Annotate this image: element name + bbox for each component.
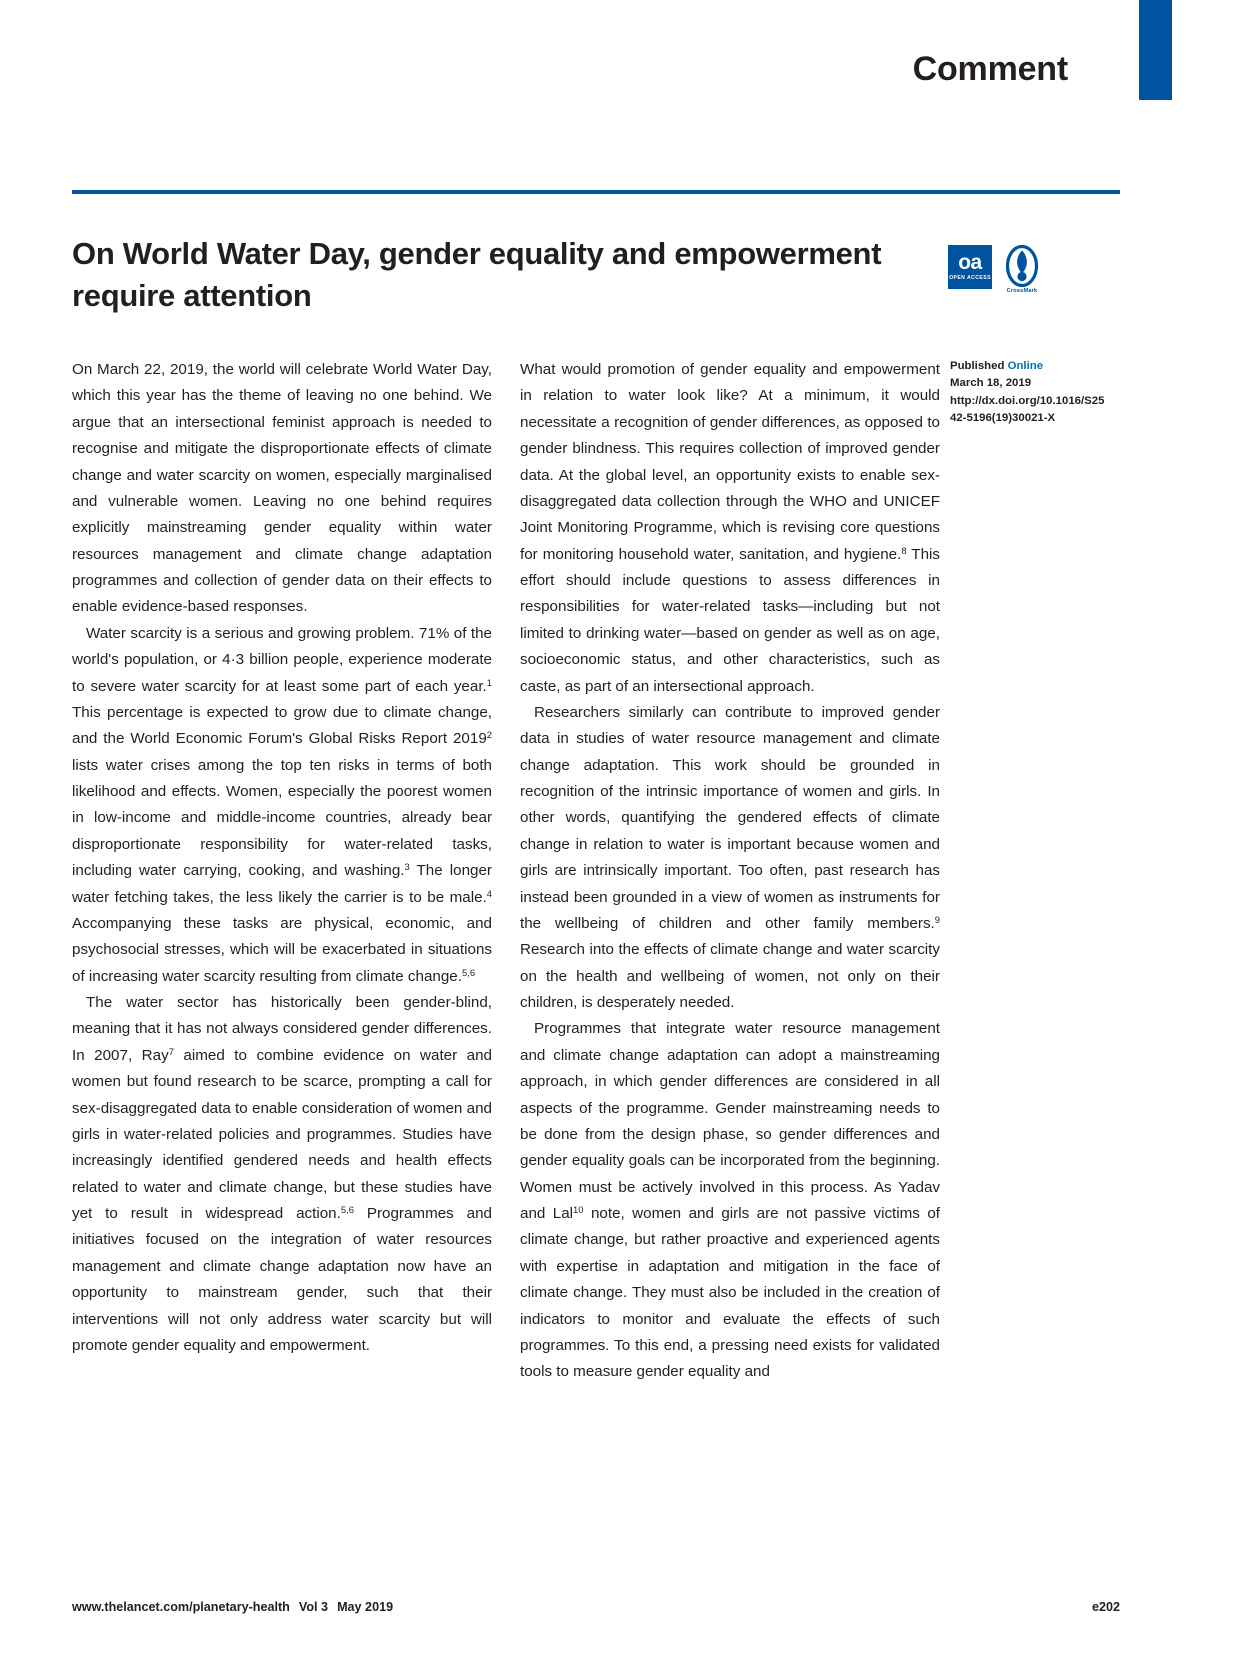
paragraph: On March 22, 2019, the world will celebrate World Water Day, which this year has the theme of leaving no one behind. We argue that an intersectional feminist approach is needed to recognise and mitigate the disproportionate effects of climate change and water scarcity on women, especially marginalised and vulnerable women. Leaving no one behind requires explicitly mainstreaming gender equality within water resources management and climate change adaptation programmes and collection of gender data on their effects to enable evidence-based responses. bbox=[72, 361, 492, 616]
reference-callout[interactable]: 9 bbox=[934, 913, 940, 925]
published-label: Published bbox=[950, 360, 1005, 372]
paragraph: What would promotion of gender equality and empowerment in relation to water look like? At a minimum, it would necessitate a recognition of gender differences, as opposed to gender blindness. This requires collection of improved gender data. At the global level, an opportunity exists to enable sex-disaggregated data collection through the WHO and UNICEF Joint Monitoring Programme, which is revising core questions for monitoring household water, sanitation, and hygiene.$^8$ This effort should include questions to assess differences in responsibilities for water-related tasks—including but not limited to drinking water—based on gender as well as on age, socioeconomic status, and other characteristics, such as caste, as part of an intersectional approach. bbox=[520, 361, 940, 695]
doi-link[interactable]: http://dx.doi.org/10.1016/S2542-5196(19)30021-X bbox=[950, 394, 1105, 424]
published-date: March 18, 2019 bbox=[950, 377, 1032, 390]
issue-date: May 2019 bbox=[337, 1600, 394, 1614]
header-divider-rule bbox=[72, 190, 1120, 194]
article-title-line-1: On World Water Day, gender equality and empowerment bbox=[72, 236, 882, 271]
open-access-sublabel: OPEN ACCESS bbox=[949, 274, 991, 281]
section-label: Comment bbox=[912, 50, 1068, 88]
reference-callout[interactable]: 3 bbox=[404, 861, 410, 873]
reference-callout[interactable]: 7 bbox=[168, 1045, 174, 1057]
page-title bbox=[72, 233, 932, 317]
article-body bbox=[72, 357, 940, 1497]
published-online-label: Online bbox=[1007, 360, 1044, 372]
footer-left bbox=[72, 1600, 393, 1614]
paragraph: Programmes that integrate water resource management and climate change adaptation can adopt a mainstreaming approach, in which gender differences are considered in all aspects of the programme. Gender mainstreaming needs to be done from the design phase, so gender differences and gender equality goals can be incorporated from the beginning. Women must be actively involved in this process. As Yadav and Lal$^{10}$ note, women and girls are not passive victims of climate change, but rather proactive and experienced agents with expertise in adaptation and mitigation in the face of climate change. They must also be included in the creation of indicators to monitor and evaluate the effects of such programmes. To this end, a pressing need exists for validated tools to measure gender equality and bbox=[520, 1020, 940, 1381]
reference-callout[interactable]: 8 bbox=[901, 544, 907, 556]
open-access-icon[interactable] bbox=[948, 245, 992, 289]
published-online-line bbox=[950, 358, 1110, 375]
open-access-label: oa bbox=[958, 251, 982, 275]
column-left bbox=[72, 357, 492, 1497]
crossmark-icon[interactable] bbox=[1001, 245, 1043, 301]
article-title-line-2: require attention bbox=[72, 278, 312, 314]
page-footer bbox=[72, 1600, 1120, 1614]
masthead bbox=[0, 0, 1240, 150]
reference-callout[interactable]: 10 bbox=[573, 1204, 584, 1216]
page-number: e202 bbox=[1091, 1600, 1120, 1614]
title-block bbox=[72, 233, 932, 317]
paragraph: The water sector has historically been gender-blind, meaning that it has not always considered gender differences. In 2007, Ray$^7$ aimed to combine evidence on water and women but found research to be scarce, prompting a call for sex-disaggregated data to enable consideration of women and girls in water-related policies and programmes. Studies have increasingly identified gendered needs and health effects related to water and climate change, but these studies have yet to result in widespread action.$^{5,6}$ Programmes and initiatives focused on the integration of water resources management and climate change adaptation now have an opportunity to mainstream gender, such that their interventions will not only address water scarcity but will promote gender equality and empowerment. bbox=[72, 994, 493, 1354]
paragraph: Researchers similarly can contribute to improved gender data in studies of water resource management and climate change adaptation. This work should be grounded in recognition of the intrinsic importance of women and girls. In other words, quantifying the gendered effects of climate change in relation to water is important because women and girls are intrinsically important. Too often, past research has instead been grounded in a view of women as instruments for the wellbeing of children and other family members.$^9$ Research into the effects of climate change and water scarcity on the health and wellbeing of women, not only on their children, is desperately needed. bbox=[520, 703, 940, 1011]
volume-label: Vol 3 bbox=[298, 1600, 329, 1614]
masthead-accent-bar bbox=[1139, 0, 1172, 100]
publication-info bbox=[950, 358, 1110, 427]
reference-callout[interactable]: 5,6 bbox=[340, 1204, 354, 1216]
paragraph: Water scarcity is a serious and growing problem. 71% of the world's population, or 4·3 billion people, experience moderate to severe water scarcity for at least some part of each year.$^1$ This percentage is expected to grow due to climate change, and the World Economic Forum's Global Risks Report 2019$^2$ lists water crises among the top ten risks in terms of both likelihood and effects. Women, especially the poorest women in low-income and middle-income countries, already bear disproportionate responsibility for water-related tasks, including water carrying, cooking, and washing.$^3$ The longer water fetching takes, the less likely the carrier is to be male.$^4$ Accompanying these tasks are physical, economic, and psychosocial stresses, which will be exacerbated in situations of increasing water scarcity resulting from climate change.$^{5,6}$ bbox=[72, 624, 492, 985]
reference-callout[interactable]: 1 bbox=[486, 676, 492, 688]
badge-group bbox=[948, 245, 1043, 301]
reference-callout[interactable]: 2 bbox=[486, 729, 492, 741]
column-right bbox=[520, 357, 940, 1497]
crossmark-glyph bbox=[1001, 245, 1043, 287]
reference-callout[interactable]: 5,6 bbox=[461, 966, 476, 978]
crossmark-label: CrossMark bbox=[1006, 288, 1038, 294]
reference-callout[interactable]: 4 bbox=[486, 887, 492, 899]
journal-url[interactable]: www.thelancet.com/planetary-health bbox=[72, 1600, 290, 1614]
